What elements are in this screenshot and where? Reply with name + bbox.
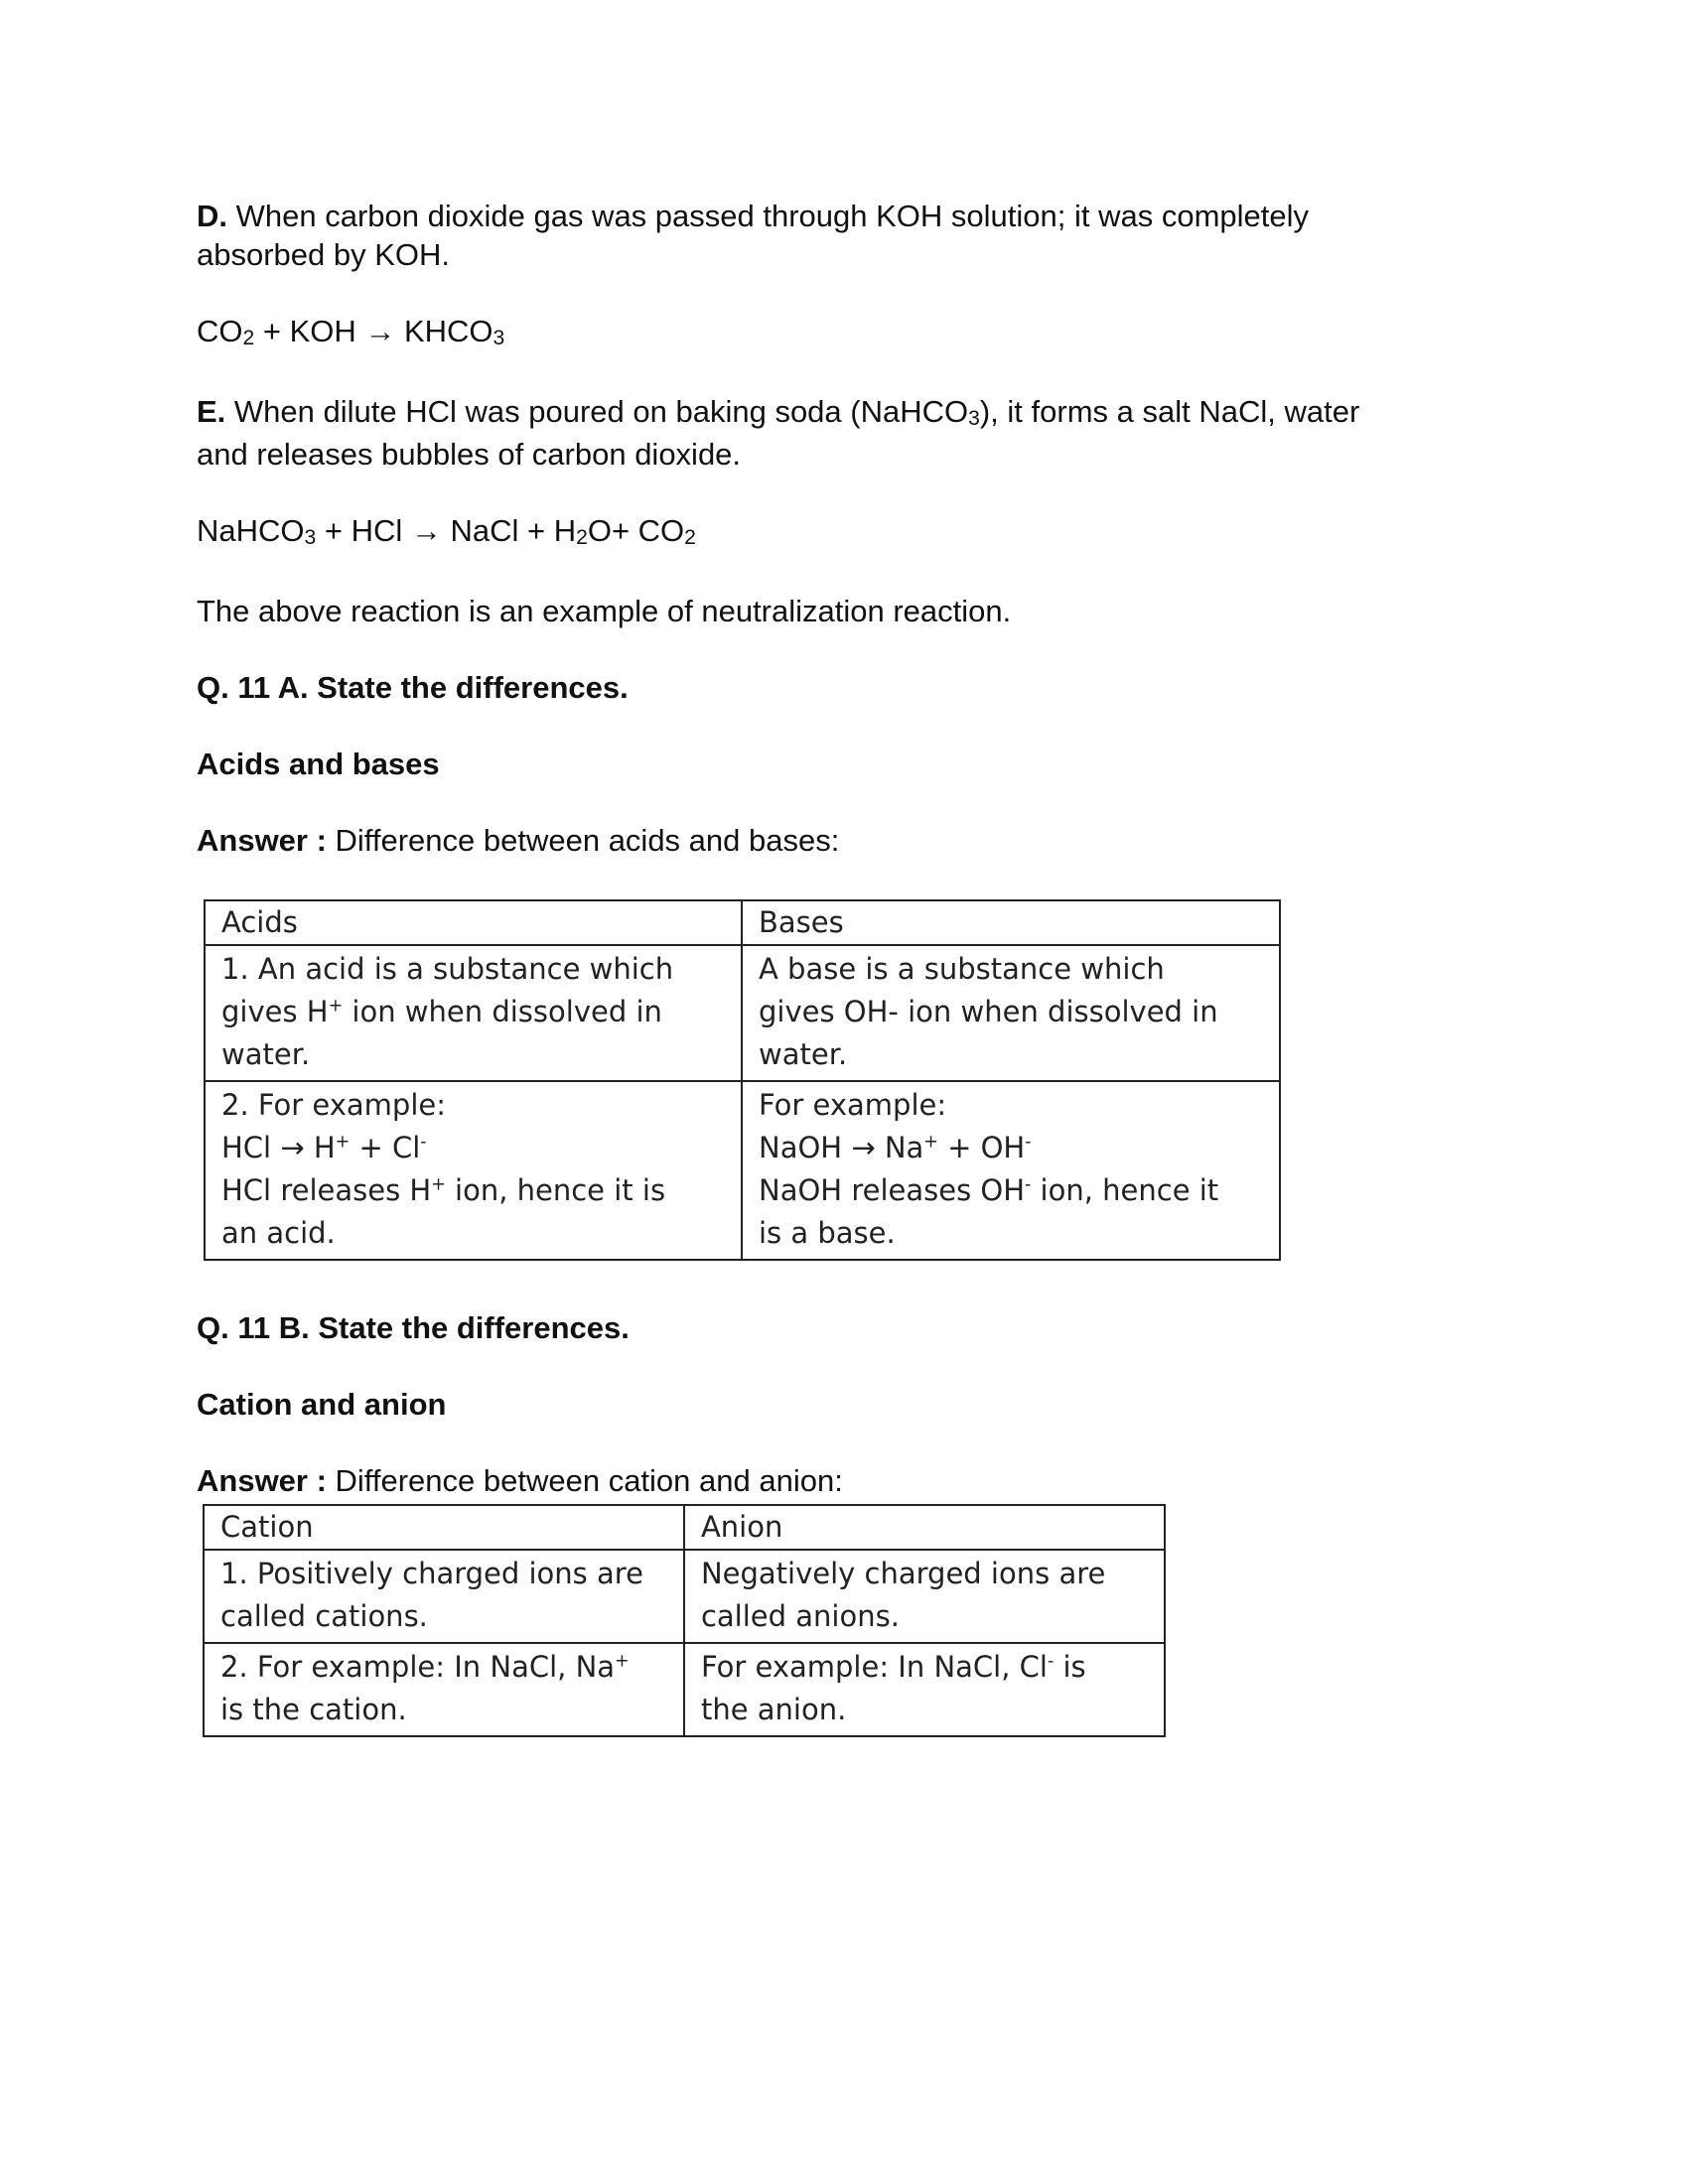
cation-example: 2. For example: In NaCl, Na+ is the cation. [204,1643,684,1736]
question-11a: Q. 11 A. State the differences. [197,670,629,705]
anion-definition: Negatively charged ions are called anions. [684,1550,1165,1643]
base-definition: A base is a substance which gives OH- ion when dissolved in water. [742,945,1280,1081]
topic-cation-anion: Cation and anion [197,1387,447,1422]
answer-11b: Answer : Difference between cation and anion: [197,1463,843,1498]
base-example: For example: NaOH → Na+ + OH- NaOH releases OH- ion, hence it is a base. [742,1081,1280,1260]
section-d-text: D. When carbon dioxide gas was passed through KOH solution; it was completely absorbed by KOH. [197,199,1310,272]
equation-nahco3-hcl: NaHCO3 + HCl → NaCl + H2O+ CO2 [197,513,696,549]
header-acids: Acids [205,900,742,945]
cation-anion-table [203,1504,1166,1737]
acid-example: 2. For example: HCl → H+ + Cl- HCl releases H+ ion, hence it is an acid. [205,1081,742,1260]
neutralization-note: The above reaction is an example of neutralization reaction. [197,594,1012,628]
table-row [205,945,1280,1081]
table-row [205,1081,1280,1260]
cation-definition: 1. Positively charged ions are called cations. [204,1550,684,1643]
answer-label: Answer : [197,823,327,858]
anion-example: For example: In NaCl, Cl- is the anion. [684,1643,1165,1736]
acids-bases-table [204,899,1281,1261]
question-11b: Q. 11 B. State the differences. [197,1310,630,1345]
table-row [204,1550,1165,1643]
section-d-label: D. [197,199,227,233]
equation-co2-koh: CO2 + KOH → KHCO3 [197,314,505,349]
table-row [204,1643,1165,1736]
section-e-text: E. When dilute HCl was poured on baking soda (NaHCO3), it forms a salt NaCl, water and releases bubbles of carbon dioxide. [197,394,1360,472]
answer-11a: Answer : Difference between acids and bases: [197,823,840,858]
document-page [197,197,1487,1737]
header-bases: Bases [742,900,1280,945]
table-header-row [205,900,1280,945]
header-anion: Anion [684,1505,1165,1550]
table-header-row [204,1505,1165,1550]
acid-definition: 1. An acid is a substance which gives H+ ion when dissolved in water. [205,945,742,1081]
section-e-label: E. [197,394,226,429]
answer-label: Answer : [197,1463,327,1498]
topic-acids-bases: Acids and bases [197,747,440,781]
header-cation: Cation [204,1505,684,1550]
